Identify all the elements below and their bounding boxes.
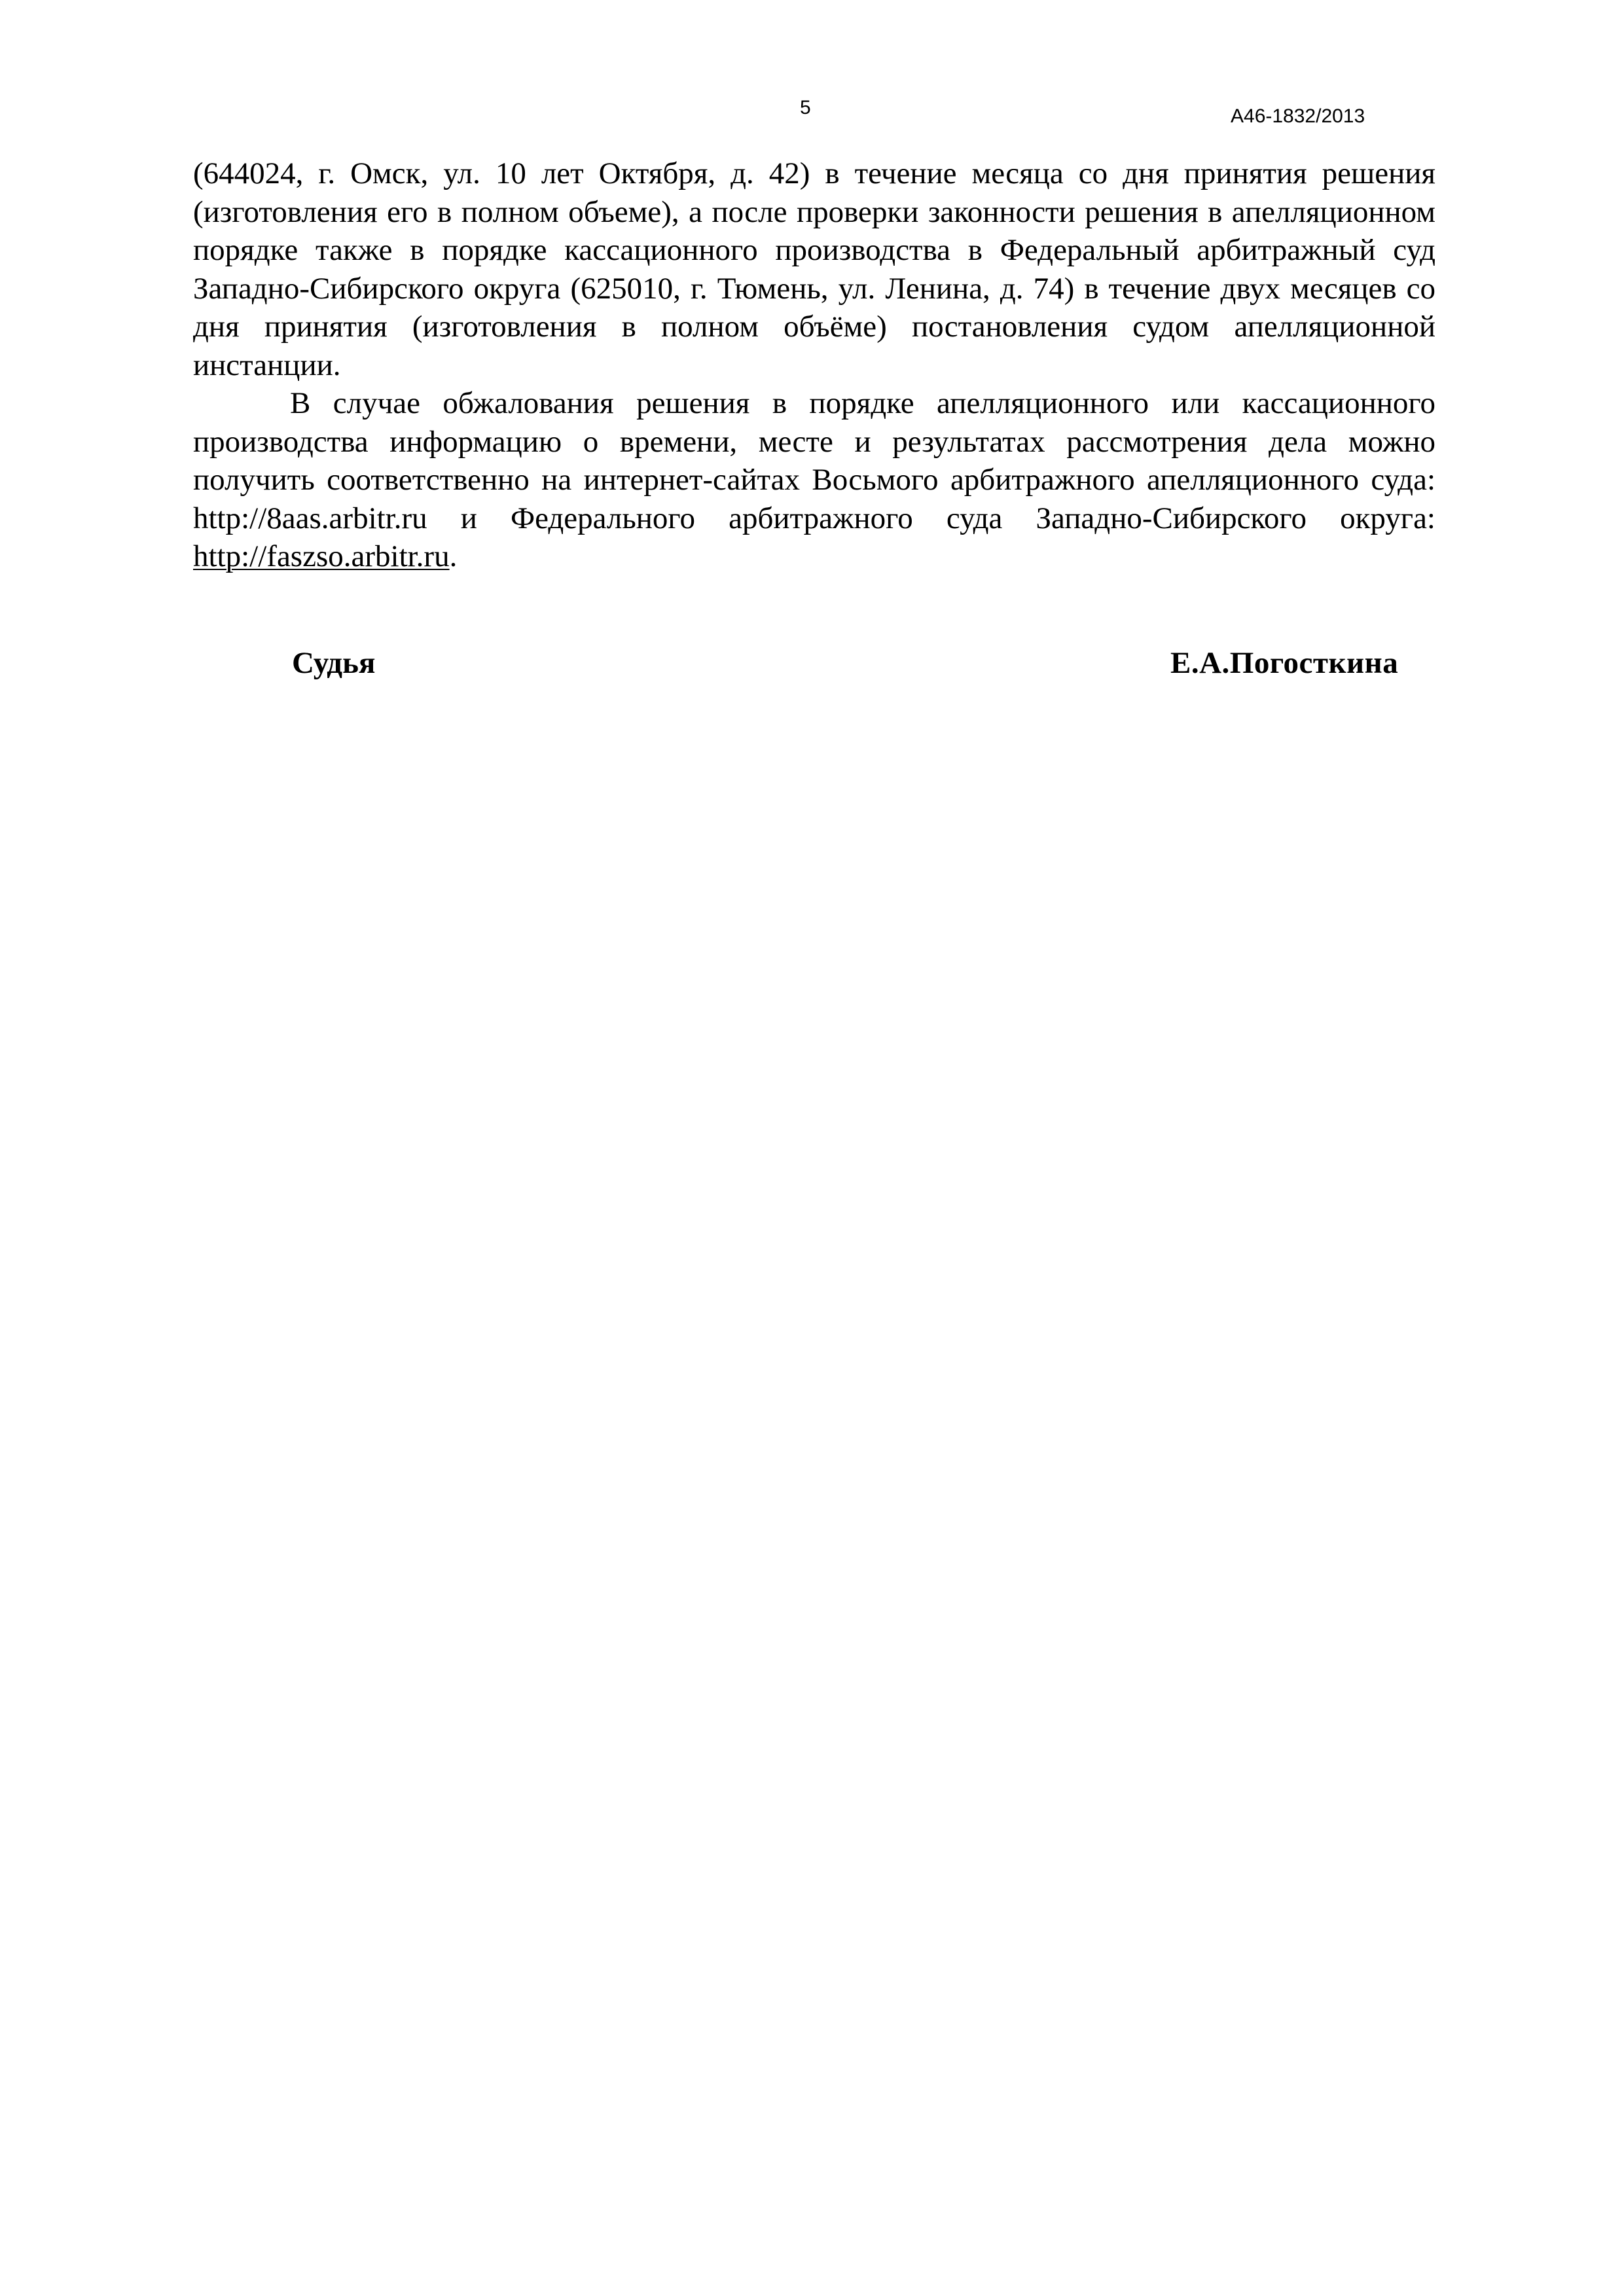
paragraph-court-websites-intro: В случае обжалования решения в порядке апелляционного или кассационного производства информацию о времени, месте и результатах рассмотрения дела можно получить соответственно на интернет-сайтах Восьмого арбитражного апелляционного суда:: [193, 386, 1435, 497]
signature-role: Судья: [292, 646, 376, 680]
paragraph-appeal-deadlines: (644024, г. Омск, ул. 10 лет Октября, д. 42) в течение месяца со дня принятия решения (изготовления его в полном объеме), а после проверки законности решения в апелляционном порядке также в порядке кассационного производства в Федеральный арбитражный суд Западно-Сибирского округа (625010, г. Тюмень, ул. Ленина, д. 74) в течение двух месяцев со дня принятия (изготовления в полном объёме) постановления судом апелляционной инстанции.: [193, 156, 1435, 382]
signature-name: Е.А.Погосткина: [1170, 646, 1399, 680]
page-number: 5: [800, 97, 811, 118]
paragraph-court-websites: [193, 384, 1435, 576]
paragraph-court-websites-end: .: [449, 539, 458, 573]
case-number: А46-1832/2013: [1231, 105, 1365, 127]
document-body: [193, 154, 1435, 576]
cassation-court-link[interactable]: http://faszso.arbitr.ru: [193, 539, 450, 573]
appeal-court-url: http://8aas.arbitr.ru: [193, 501, 427, 535]
paragraph-court-websites-middle: и Федерального арбитражного суда Западно-Сибирского округа:: [427, 501, 1435, 535]
